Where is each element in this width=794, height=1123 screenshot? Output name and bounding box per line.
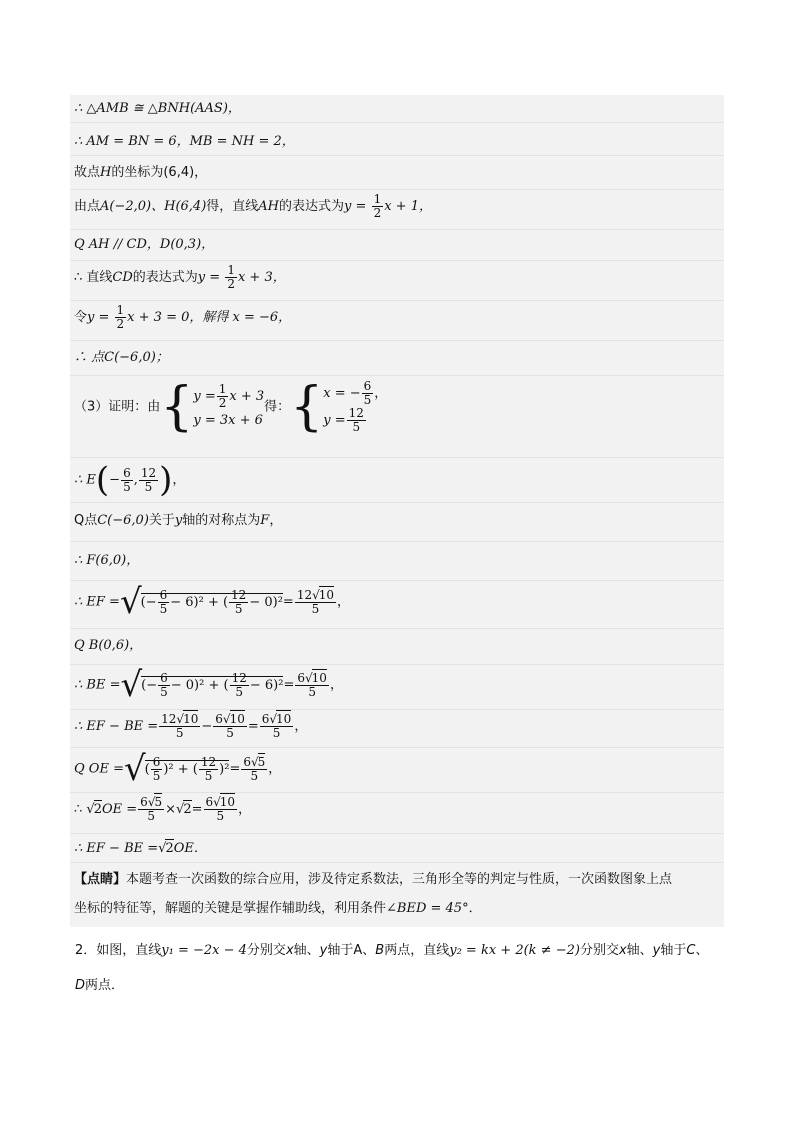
row-divider xyxy=(70,457,724,458)
solution-line-19: ∴ EF − BE =√2OE． xyxy=(74,841,207,856)
row-divider xyxy=(70,628,724,629)
equation-system: y = $\frac{1}{2}$ x + 3 y = 3x + 6 xyxy=(193,381,265,428)
solution-line-10: ∴ E(− $\frac{6}{5}$ , $\frac{12}{5}$ )， xyxy=(74,460,186,500)
solution-line-16: ∴ EF − BE = $\frac{12√10}{5}$ − $\frac{6√10}{5}$ = $\frac{6√10}{5}$ ， xyxy=(74,712,308,740)
fraction-one-half: $\frac{1}{2}$ xyxy=(116,303,125,331)
row-divider xyxy=(70,375,724,376)
row-divider xyxy=(70,792,724,793)
solution-line-11: Q点C(−6,0)关于y轴的对称点为F， xyxy=(74,513,283,528)
solution-system: x = − $\frac{6}{5}$ ， y = $\frac{12}{5}$ xyxy=(323,379,388,434)
question-2-line-1: 2．如图，直线y₁ = −2x − 4分别交x轴、y轴于A、B两点，直线y₂ = kx + 2(k ≠ −2)分别交x轴、y轴于C、 xyxy=(75,943,709,958)
row-divider xyxy=(70,229,724,230)
fraction-6root5-over-5: $\frac{6√5}{5}$ xyxy=(140,795,163,823)
fraction-twelve-fifths: $\frac{12}{5}$ xyxy=(231,670,247,699)
fraction-6root5-over-5: $\frac{6√5}{5}$ xyxy=(243,754,266,783)
row-divider xyxy=(70,300,724,301)
solution-line-17: Q OE =√( $\frac{6}{5}$ )² + ( $\frac{12}{5}$ )²= $\frac{6√5}{5}$ ， xyxy=(74,749,282,789)
row-divider xyxy=(70,340,724,341)
solution-line-14: Q B(0,6)， xyxy=(74,638,143,653)
question-2-line-2: D两点． xyxy=(75,978,125,993)
fraction-12root10-over-5: $\frac{12√10}{5}$ xyxy=(296,587,335,616)
row-divider xyxy=(70,709,724,710)
fraction-one-half: $\frac{1}{2}$ xyxy=(218,381,227,410)
solution-line-1: ∴ △AMB ≅ △BNH(AAS)， xyxy=(74,101,241,116)
solution-line-6: ∴ 直线CD的表达式为y = $\frac{1}{2}$ x + 3， xyxy=(74,263,286,291)
solution-line-3: 故点H的坐标为(6,4)， xyxy=(74,165,208,180)
solution-line-5: Q AH // CD，D(0,3)， xyxy=(74,237,215,252)
solution-line-7: 令y = $\frac{1}{2}$ x + 3 = 0，解得 x = −6， xyxy=(74,303,292,331)
row-divider xyxy=(70,833,724,834)
solution-line-9: （3）证明：由{ y = $\frac{1}{2}$ x + 3 y = 3x + 6 得：{ x = − $\frac{6}{5}$ ， y = $\frac{12}{5}$ xyxy=(74,377,388,437)
solution-line-13: ∴ EF =√(− $\frac{6}{5}$ − 6)² + ( $\frac{12}{5}$ − 0)²= $\frac{12√10}{5}$ ， xyxy=(74,582,351,622)
note-line-1: 【点睛】本题考查一次函数的综合应用，涉及待定系数法，三角形全等的判定与性质，一次函数图象上点 xyxy=(74,872,673,887)
note-tag: 【点睛】 xyxy=(74,872,127,887)
fraction-six-fifths: $\frac{6}{5}$ xyxy=(363,379,372,407)
solution-line-12: ∴ F(6,0)， xyxy=(74,553,140,568)
solution-line-15: ∴ BE =√(− $\frac{6}{5}$ − 0)² + ( $\frac{12}{5}$ − 6)²= $\frac{6√10}{5}$ ， xyxy=(74,665,343,705)
row-divider xyxy=(70,189,724,190)
row-divider xyxy=(70,664,724,665)
fraction-six-fifths: $\frac{6}{5}$ xyxy=(123,465,131,494)
fraction-six-fifths: $\frac{6}{5}$ xyxy=(159,587,168,616)
solution-line-2: ∴ AM = BN = 6，MB = NH = 2， xyxy=(74,134,295,149)
fraction-6root10-over-5: $\frac{6√10}{5}$ xyxy=(205,795,236,823)
fraction-six-fifths: $\frac{6}{5}$ xyxy=(160,670,168,699)
row-divider xyxy=(70,155,724,156)
note-line-2: 坐标的特征等，解题的关键是掌握作辅助线，利用条件∠BED = 45°． xyxy=(74,901,482,916)
solution-line-8: ∴ 点C(−6,0)； xyxy=(74,350,169,365)
row-divider xyxy=(70,862,724,863)
fraction-twelve-fifths: $\frac{12}{5}$ xyxy=(200,754,217,783)
fraction-6root10-over-5: $\frac{6√10}{5}$ xyxy=(215,712,245,740)
solution-line-4: 由点A(−2,0)、H(6,4)得，直线AH的表达式为y = $\frac{1}{2}$ x + 1， xyxy=(74,192,432,220)
row-divider xyxy=(70,122,724,123)
fraction-6root10-over-5: $\frac{6√10}{5}$ xyxy=(297,670,327,699)
row-divider xyxy=(70,541,724,542)
fraction-12root10-over-5: $\frac{12√10}{5}$ xyxy=(161,712,199,740)
fraction-one-half: $\frac{1}{2}$ xyxy=(373,192,382,220)
fraction-twelve-fifths: $\frac{12}{5}$ xyxy=(231,587,247,616)
fraction-one-half: $\frac{1}{2}$ xyxy=(227,263,235,291)
row-divider xyxy=(70,502,724,503)
fraction-6root10-over-5: $\frac{6√10}{5}$ xyxy=(261,712,292,740)
fraction-six-fifths: $\frac{6}{5}$ xyxy=(152,754,161,783)
row-divider xyxy=(70,747,724,748)
fraction-twelve-fifths: $\frac{12}{5}$ xyxy=(140,465,157,494)
row-divider xyxy=(70,260,724,261)
fraction-twelve-fifths: $\frac{12}{5}$ xyxy=(348,406,364,434)
solution-line-18: ∴ √2OE = $\frac{6√5}{5}$ ×√2= $\frac{6√10}{5}$ ， xyxy=(74,795,252,823)
row-divider xyxy=(70,580,724,581)
